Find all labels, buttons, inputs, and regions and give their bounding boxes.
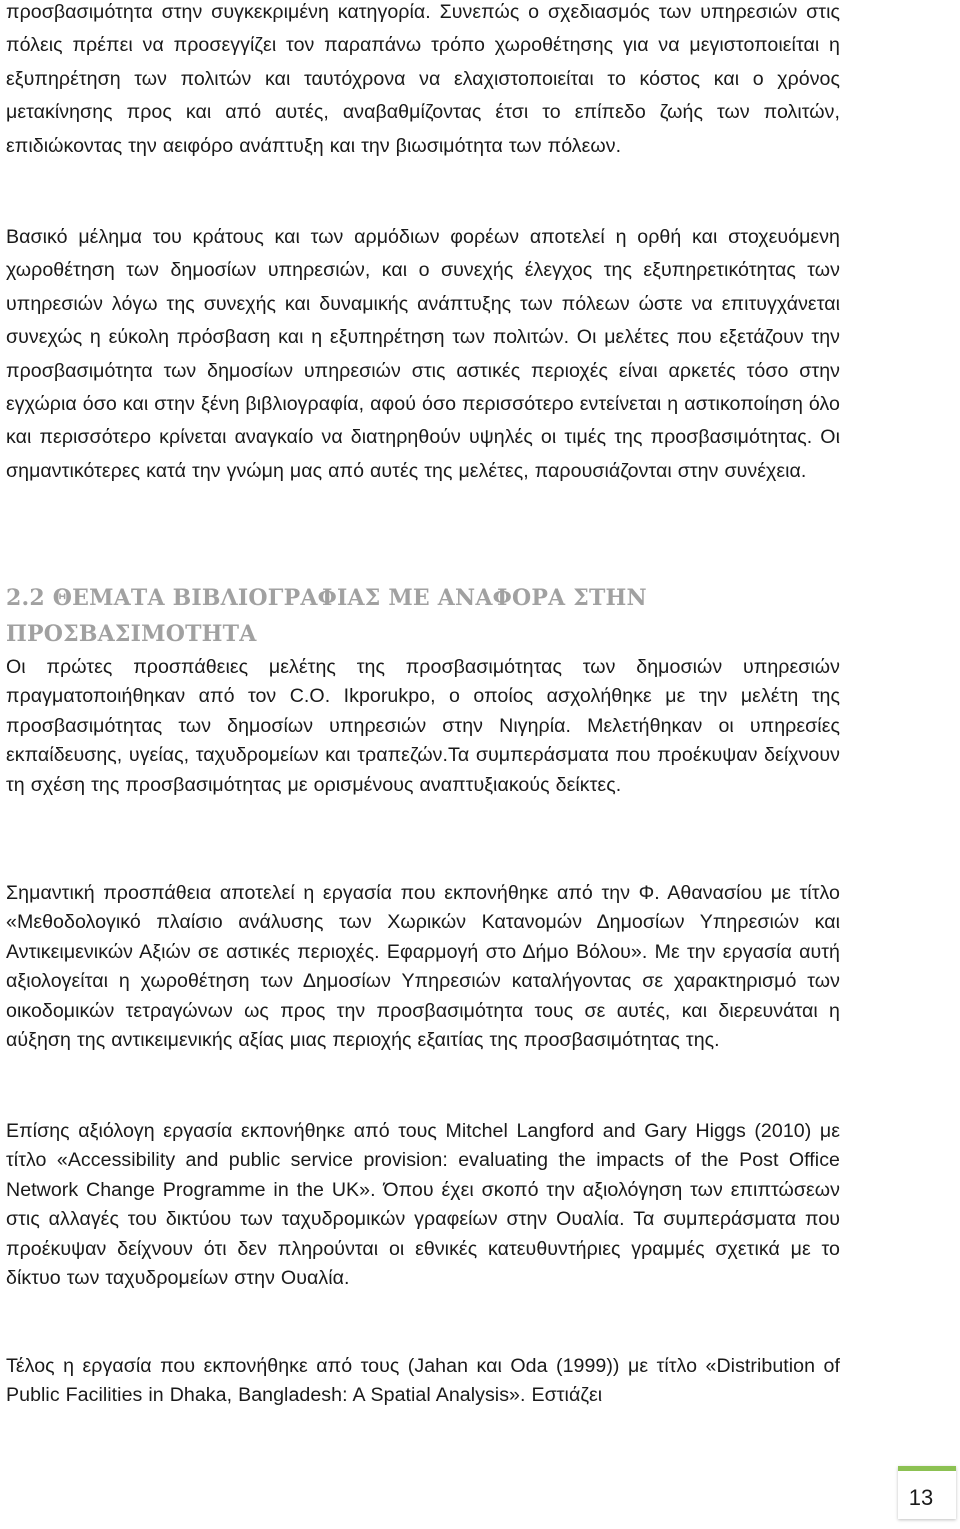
paragraph-langford-higgs: Επίσης αξιόλογη εργασία εκπονήθηκε από τους Mitchel Langford and Gary Higgs (2010) με τίτλο «Accessibility and public service provision: evaluating the impacts of the Post Office Network Change Programme in the UK». Όπου έχει σκοπό την αξιολόγηση των επιπτώσεων στις αλλαγές του δικτύου των ταχυδρομικών γραφείων στην Ουαλία. Τα συμπεράσματα που προέκυψαν δείχνουν ότι δεν πληρούνται οι εθνικές κατευθυντήριες γραμμές σχετικά με το δίκτυο των ταχυδρομείων στην Ουαλία.: [6, 1120, 840, 1290]
section-heading-line-1: 2.2 ΘΕΜΑΤΑ ΒΙΒΛΙΟΓΡΑΦΙΑΣ ΜΕ ΑΝΑΦΟΡΑ ΣΤΗΝ: [6, 585, 647, 611]
section-heading: [6, 580, 846, 652]
paragraph-ikporukpo: Οι πρώτες προσπάθειες μελέτης της προσβασιμότητας των δημοσιών υπηρεσιών πραγματοποιήθηκαν από τον C.O. Ikporukpo, ο οποίος ασχολήθηκε με την μελέτη της προσβασιμότητας των δημοσίων υπηρεσιών στην Νιγηρία. Μελετήθηκαν οι υπηρεσίες εκπαίδευσης, υγείας, ταχυδρομείων και τραπεζών.Τα συμπεράσματα που προέκυψαν δείχνουν τη σχέση της προσβασιμότητας με ορισμένους αναπτυξιακούς δείκτες.: [6, 656, 840, 796]
paragraph-jahan-oda: Τέλος η εργασία που εκπονήθηκε από τους (Jahan και Oda (1999)) με τίτλο «Distribution of Public Facilities in Dhaka, Bangladesh: A Spatial Analysis». Εστιάζει: [6, 1355, 840, 1407]
paragraph-athanasiou: Σημαντική προσπάθεια αποτελεί η εργασία που εκπονήθηκε από την Φ. Αθανασίου με τίτλο «Μεθοδολογικό πλαίσιο ανάλυσης των Χωρικών Κατανομών Δημοσίων Υπηρεσιών και Αντικειμενικών Αξιών σε αστικές περιοχές. Εφαρμογή στο Δήμο Βόλου». Με την εργασία αυτή αξιολογείται η χωροθέτηση των Δημοσίων Υπηρεσιών καταλήγοντας σε χαρακτηρισμό των οικοδομικών τετραγώνων ως προς την προσβασιμότητα τους σε αυτές, και διερευνάται η αύξηση της αντικειμενικής αξίας μιας περιοχής εξαιτίας της προσβασιμότητας της.: [6, 882, 840, 1052]
paragraph-state-responsibility: Βασικό μέλημα του κράτους και των αρμόδιων φορέων αποτελεί η ορθή και στοχευόμενη χωροθέτηση των δημοσίων υπηρεσιών, και ο συνεχής έλεγχος της εξυπηρετικότητας των υπηρεσιών λόγω της συνεχής και δυναμικής ανάπτυξης των πόλεων ώστε να επιτυγχάνεται συνεχώς η εύκολη πρόσβαση και η εξυπηρέτηση των πολιτών. Οι μελέτες που εξετάζουν την προσβασιμότητα των δημοσίων υπηρεσιών στις αστικές περιοχές είναι αρκετές τόσο στην εγχώρια όσο και στην ξένη βιβλιογραφία, αφού όσο περισσότερο εντείνεται η αστικοποίηση όλο και περισσότερο κρίνεται αναγκαίο να διατηρηθούν υψηλές οι τιμές της προσβασιμότητας. Οι σημαντικότερες κατά την γνώμη μας από αυτές της μελέτες, παρουσιάζονται στην συνέχεια.: [6, 226, 840, 482]
section-heading-line-2: ΠΡΟΣΒΑΣΙΜΟΤΗΤΑ: [6, 621, 257, 647]
paragraph-planning-intro: προσβασιμότητα στην συγκεκριμένη κατηγορία. Συνεπώς ο σχεδιασμός των υπηρεσιών στις πόλεις πρέπει να προσεγγίζει τον παραπάνω τρόπο χωροθέτησης για να μεγιστοποιείται η εξυπηρέτηση των πολιτών και ταυτόχρονα να ελαχιστοποιείται το κόστος και ο χρόνος μετακίνησης προς και από αυτές, αναβαθμίζοντας έτσι το επίπεδο ζωής των πολιτών, επιδιώκοντας την αειφόρο ανάπτυξη και την βιωσιμότητα των πόλεων.: [6, 1, 840, 157]
page-number: 13: [908, 1485, 934, 1510]
page-number-box: [898, 1466, 956, 1519]
